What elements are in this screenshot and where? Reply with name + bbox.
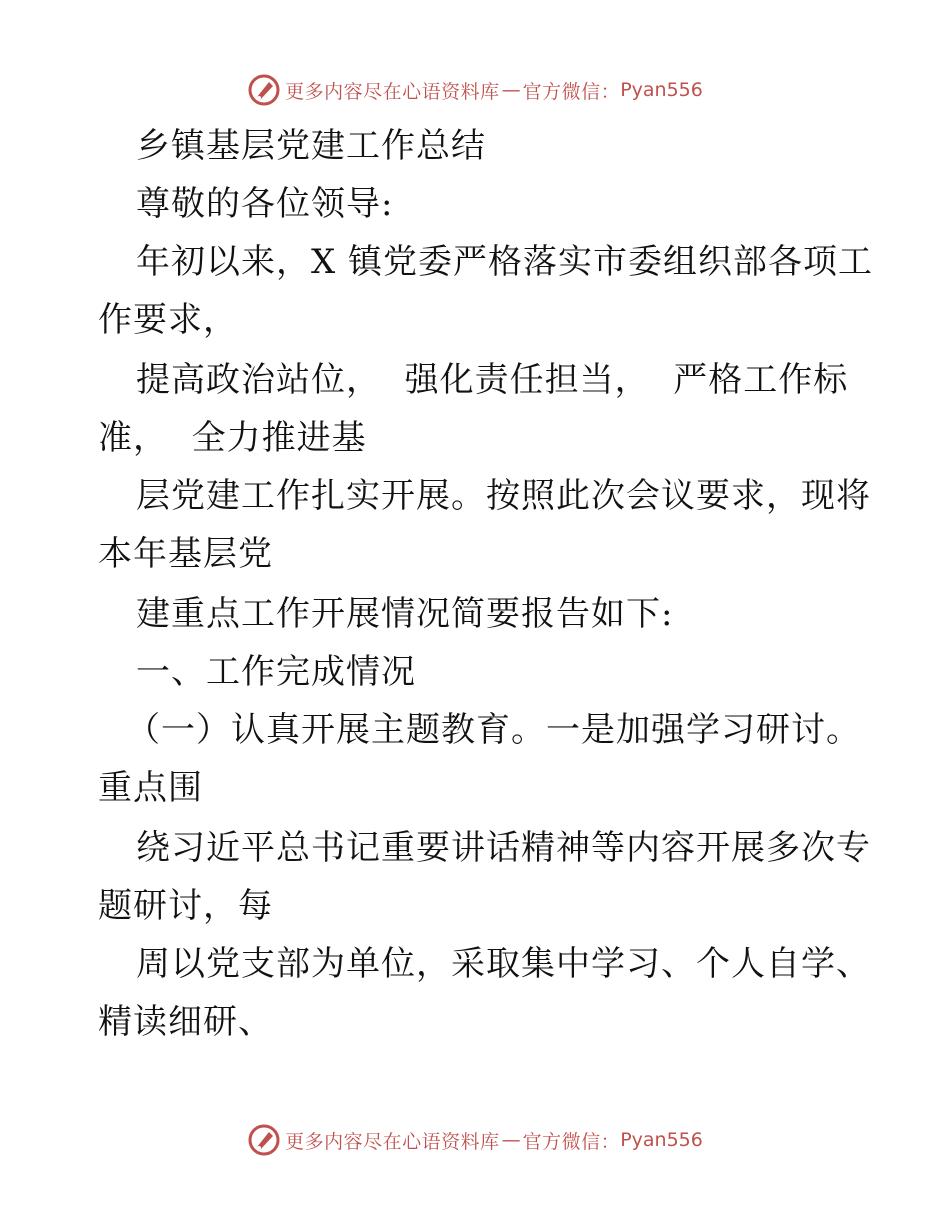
paragraph-line: 题研讨，每	[98, 886, 273, 926]
paragraph-line: 精读细研、	[98, 1002, 273, 1042]
header-watermark	[0, 70, 950, 110]
footer-watermark	[0, 1120, 950, 1160]
paragraph-line: 重点围	[98, 768, 203, 808]
document-title: 乡镇基层党建工作总结	[136, 126, 486, 166]
watermark-text: 更多内容尽在心语资料库	[285, 80, 500, 103]
salutation: 尊敬的各位领导:	[136, 184, 394, 224]
watermark-suffix: 官方微信：	[522, 80, 621, 103]
watermark-wechat-id: Pyan556	[620, 1129, 703, 1151]
paragraph-line: 绕习近平总书记重要讲话精神等内容开展多次专	[136, 828, 871, 868]
watermark-text: 更多内容尽在心语资料库	[285, 1130, 500, 1153]
paragraph-line: 层党建工作扎实开展。按照此次会议要求，现将	[136, 476, 871, 516]
paragraph-line: 周以党支部为单位，采取集中学习、个人自学、	[136, 944, 871, 984]
paragraph-line: 建重点工作开展情况简要报告如下:	[136, 594, 674, 634]
watermark-wechat-id: Pyan556	[620, 79, 703, 101]
watermark-separator: —	[501, 1129, 521, 1151]
paragraph-line: 准， 全力推进基	[98, 418, 367, 458]
paragraph-line: 提高政治站位， 强化责任担当， 严格工作标	[136, 360, 849, 400]
paragraph-line: 本年基层党	[98, 534, 273, 574]
paragraph-line: 年初以来，X 镇党委严格落实市委组织部各项工	[136, 242, 874, 282]
paragraph-line: 作要求，	[98, 300, 238, 340]
watermark-separator: —	[501, 79, 521, 101]
pen-nib-logo-icon	[247, 73, 281, 107]
pen-nib-logo-icon	[247, 1123, 281, 1157]
subsection-heading: （一）认真开展主题教育。一是加强学习研讨。	[126, 710, 861, 750]
watermark-suffix: 官方微信：	[522, 1130, 621, 1153]
section-heading: 一、工作完成情况	[136, 652, 416, 692]
